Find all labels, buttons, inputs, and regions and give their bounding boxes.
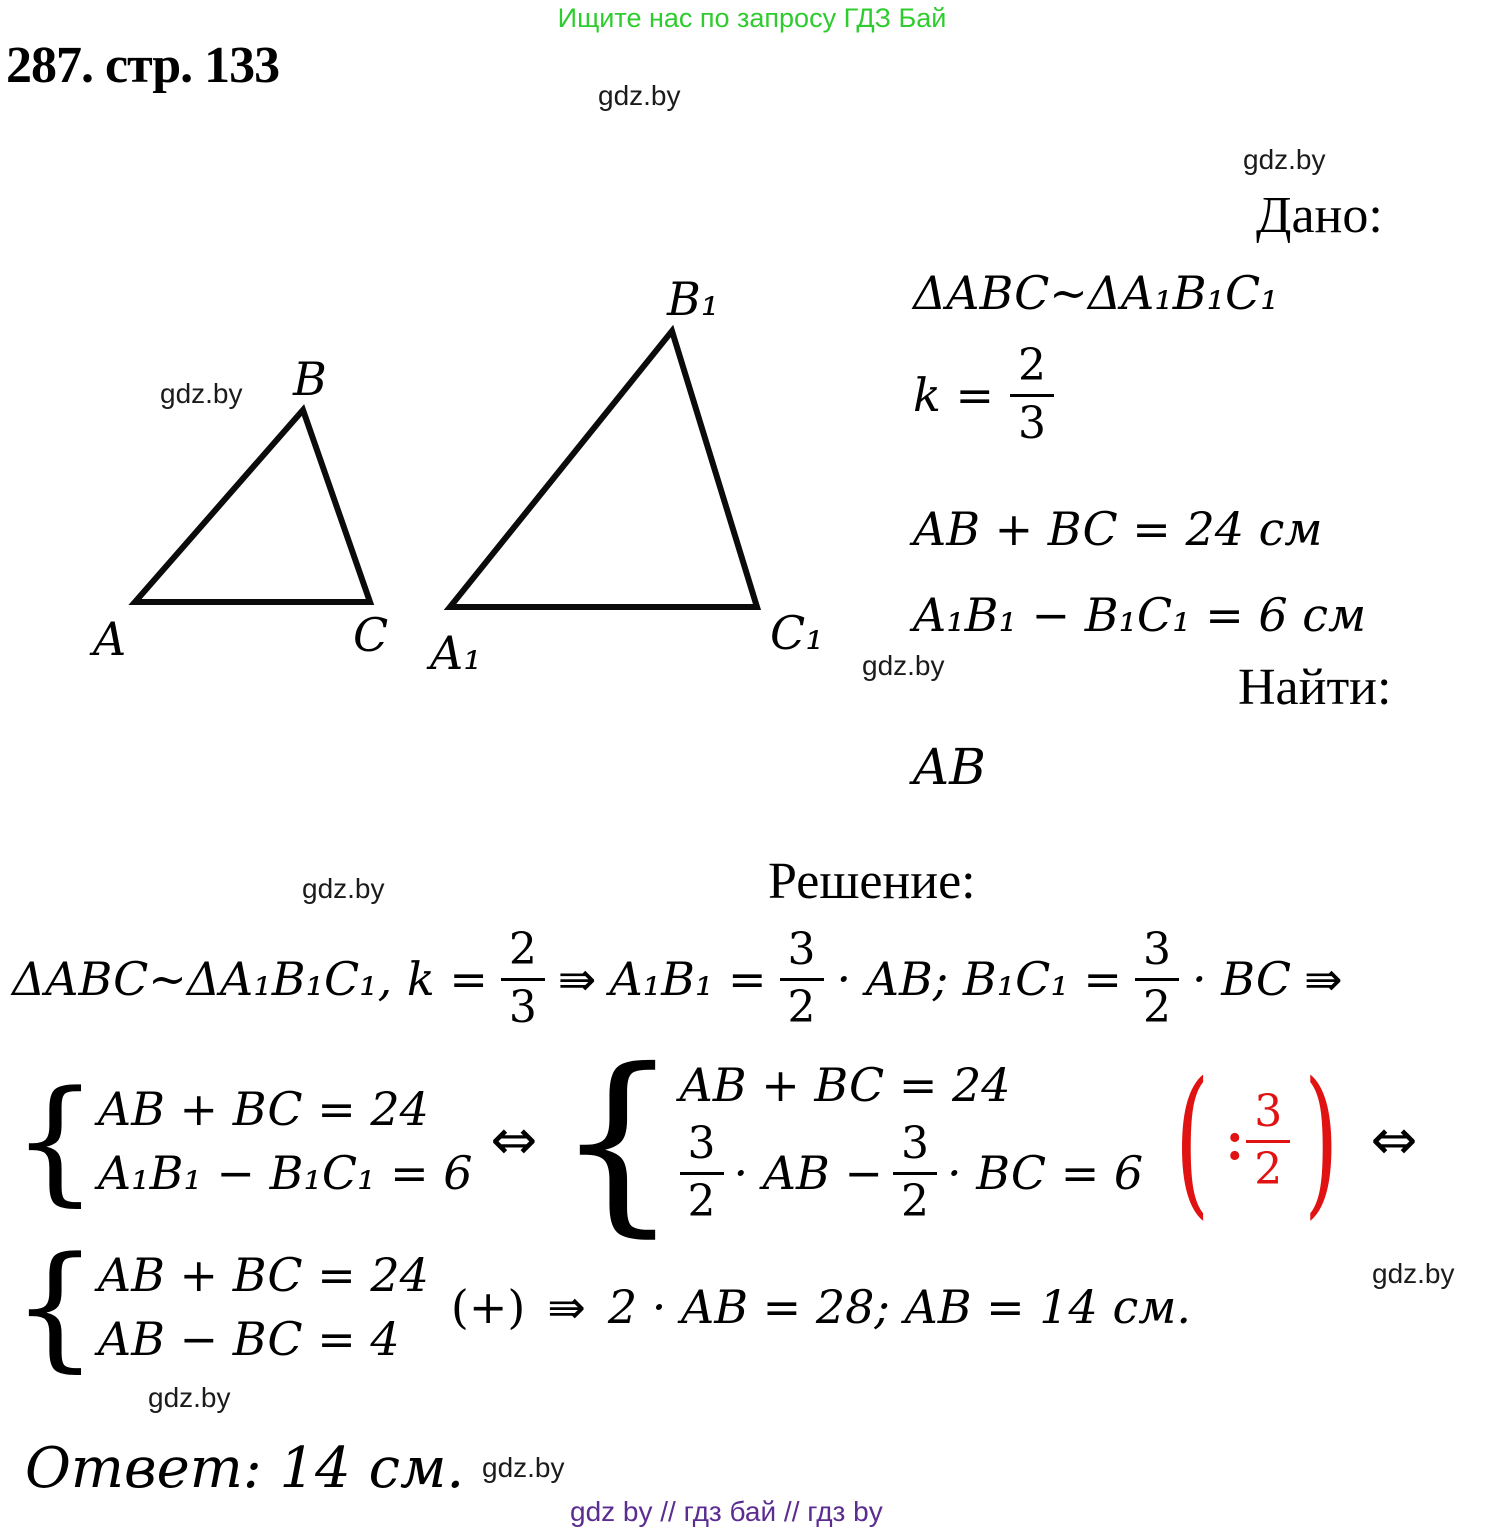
fraction-3-2: $\frac{3}{2}$ [1135, 928, 1179, 1030]
equivalence-arrow: ⇔ [490, 1108, 538, 1173]
gdz-watermark: gdz.by [598, 80, 681, 111]
system2-eq1: AB + BC = 24 [679, 1058, 1011, 1112]
solution-line-3 [12, 1227, 1191, 1385]
red-close-paren: ) [1304, 1047, 1339, 1234]
system1-eq1: AB + BC = 24 [97, 1082, 429, 1136]
final-computation: 2 · AB = 28; AB = 14 см. [607, 1280, 1191, 1334]
system-brace: { [555, 1027, 680, 1255]
given-difference: A₁B₁ − B₁C₁ = 6 см [913, 588, 1367, 642]
system-brace: { [12, 1227, 98, 1385]
bc-term: · BC [1191, 952, 1292, 1006]
fraction-2-3: $\frac{2}{3}$ [501, 928, 545, 1030]
ab-term: · AB; B₁C₁ = [836, 952, 1122, 1006]
fraction-3-2: $\frac{3}{2}$ [680, 1122, 724, 1224]
solution-line-2 [12, 1027, 1418, 1255]
gdz-watermark: gdz.by [160, 378, 243, 409]
red-colon: : [1225, 1110, 1245, 1172]
gdz-watermark: gdz.by [1372, 1258, 1455, 1289]
vertex-label-c: C [353, 608, 389, 662]
gdz-watermark: gdz.by [1243, 144, 1326, 175]
vertex-label-b: B [293, 352, 327, 406]
gdz-watermark: gdz.by [302, 873, 385, 904]
gdz-watermark: gdz.by [482, 1452, 565, 1483]
equation-system-1 [12, 1061, 473, 1219]
fraction-3-2: $\frac{3}{2}$ [780, 928, 824, 1030]
equation-system-2 [555, 1027, 1144, 1255]
system1-eq2: A₁B₁ − B₁C₁ = 6 [97, 1146, 473, 1200]
red-open-paren: ( [1175, 1047, 1210, 1234]
add-equations-mark: (+) [450, 1280, 526, 1334]
equivalence-arrow: ⇔ [1370, 1108, 1418, 1173]
implies-arrow: ⇛ [557, 952, 597, 1006]
divide-by-three-halves-note [1161, 1047, 1353, 1234]
solution-heading: Решение: [768, 853, 976, 910]
given-k-ratio [913, 340, 1054, 449]
triangle-abc [135, 410, 370, 602]
similarity-restate: ΔABC~ΔA₁B₁C₁, k = [12, 952, 488, 1006]
gdz-watermark: gdz.by [148, 1382, 231, 1413]
promo-banner: Ищите нас по запросу ГДЗ Бай [557, 3, 947, 33]
fraction-3-2: $\frac{3}{2}$ [893, 1122, 937, 1224]
vertex-label-c1: C₁ [770, 606, 824, 660]
given-similarity: ΔABC~ΔA₁B₁C₁ [913, 266, 1279, 320]
footer-links: gdz by // гдз бай // гдз by [570, 1496, 883, 1527]
system-brace: { [12, 1061, 98, 1219]
red-fraction-3-2: $\frac{3}{2}$ [1246, 1090, 1290, 1192]
find-heading: Найти: [1238, 659, 1392, 716]
given-sum: AB + BC = 24 см [913, 502, 1323, 556]
k-fraction: $\frac{2}{3}$ [1010, 344, 1054, 446]
system3-eq2: AB − BC = 4 [97, 1312, 400, 1366]
solution-line-1 [12, 924, 1343, 1033]
a1b1-equals: A₁B₁ = [609, 952, 767, 1006]
k-equals: k = [913, 368, 995, 422]
given-heading: Дано: [1256, 187, 1383, 244]
find-target: AB [913, 738, 986, 796]
implies-arrow: ⇛ [547, 1280, 586, 1334]
system3-eq1: AB + BC = 24 [97, 1248, 429, 1302]
vertex-label-a: A [93, 612, 127, 666]
vertex-label-a1: A₁ [430, 626, 482, 680]
system2-eq2: $\frac{3}{2}$ · AB − $\frac{3}{2}$ · BC = 6 [680, 1122, 1144, 1224]
implies-arrow: ⇛ [1304, 952, 1343, 1006]
equation-system-3 [12, 1227, 429, 1385]
gdz-watermark: gdz.by [862, 650, 945, 681]
triangle-a1b1c1 [450, 331, 757, 607]
vertex-label-b1: B₁ [667, 272, 720, 326]
page-title: 287. стр. 133 [6, 37, 280, 94]
answer-line: Ответ: 14 см. [25, 1436, 465, 1501]
